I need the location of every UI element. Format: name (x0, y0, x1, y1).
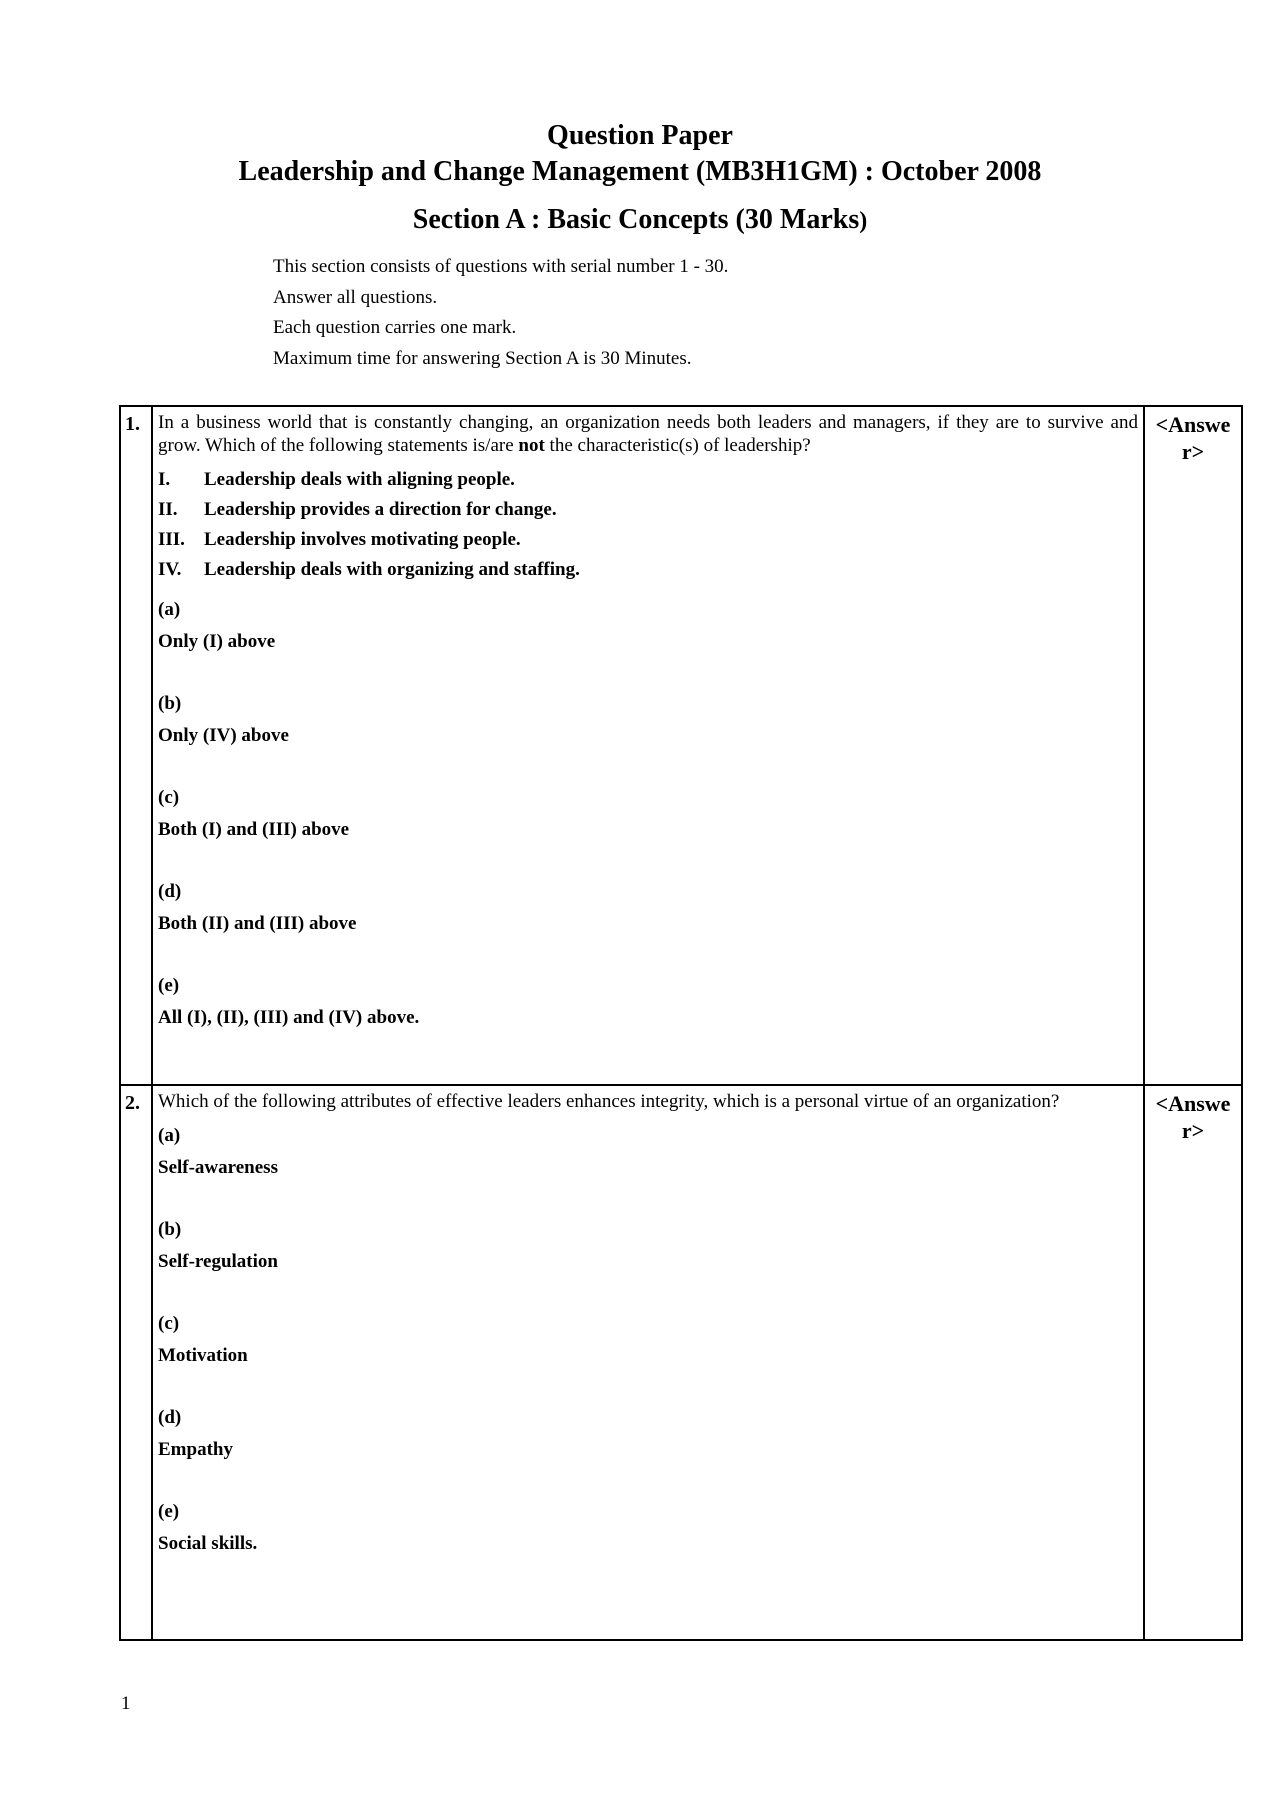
option-text: Both (II) and (III) above (158, 913, 357, 934)
answer-placeholder: <Answe (1155, 1091, 1231, 1116)
statement-item (158, 465, 1138, 495)
page-number: 1 (121, 1693, 131, 1714)
section-heading (0, 204, 1280, 236)
instruction-line: This section consists of questions with serial number 1 - 30. (273, 256, 729, 277)
statement-list (158, 465, 1138, 585)
section-heading-close: ) (859, 208, 868, 234)
option-text: Social skills. (158, 1533, 258, 1554)
instructions (273, 252, 728, 374)
question-text: Which of the following attributes of effective leaders enhances integrity, which is a personal virtue of an organization? (158, 1091, 1060, 1112)
question-body (152, 1085, 1144, 1640)
option-label: (d) (158, 881, 182, 902)
option-label: (a) (158, 1125, 181, 1146)
answer-cell (1144, 1085, 1242, 1640)
instruction-line: Maximum time for answering Section A is 30 Minutes. (273, 347, 692, 369)
question-number: 2. (120, 1085, 152, 1640)
option-label: (a) (158, 599, 181, 620)
option-text: All (I), (II), (III) and (IV) above. (158, 1007, 420, 1028)
statement-text: Leadership deals with aligning people. (204, 469, 515, 490)
option-text: Only (I) above (158, 631, 276, 652)
paper-subtitle: Leadership and Change Management (MB3H1GM) : October 2008 (238, 156, 1042, 187)
statement-item (158, 495, 1138, 525)
option-label: (d) (158, 1407, 182, 1428)
answer-placeholder: <Answe (1155, 412, 1231, 437)
statement-numeral: I. (158, 469, 171, 490)
option-text: Only (IV) above (158, 725, 289, 746)
question-number: 1. (120, 406, 152, 1085)
question-body (152, 406, 1144, 1085)
option-label: (c) (158, 787, 180, 808)
option-label: (e) (158, 1501, 180, 1522)
answer-cell (1144, 406, 1242, 1085)
instruction-line: Answer all questions. (273, 286, 438, 308)
option-text: Self-regulation (158, 1251, 278, 1272)
question-row-1 (120, 406, 1242, 1085)
statement-item (158, 555, 1138, 585)
statement-numeral: III. (158, 529, 185, 550)
section-heading-main: Section A : Basic Concepts (30 Marks (412, 204, 860, 235)
statement-numeral: IV. (158, 559, 182, 580)
answer-placeholder: r> (1181, 439, 1205, 464)
option-text: Both (I) and (III) above (158, 819, 350, 840)
question-text-part: the characteristic(s) of leadership? (544, 435, 811, 456)
statement-item (158, 525, 1138, 555)
statement-text: Leadership deals with organizing and staffing. (204, 559, 580, 580)
option-label: (e) (158, 975, 180, 996)
statement-text: Leadership involves motivating people. (204, 529, 521, 550)
option-text: Self-awareness (158, 1157, 278, 1178)
option-text: Motivation (158, 1345, 248, 1366)
question-text-emphasis: not (518, 435, 545, 456)
option-text: Empathy (158, 1439, 233, 1460)
question-text-part: In a business world that is constantly changing, an organization needs both leaders and managers, if they are to survive and grow. Which of the following statements is/are (158, 412, 1138, 456)
instruction-line: Each question carries one mark. (273, 317, 517, 338)
answer-placeholder: r> (1181, 1118, 1205, 1143)
statement-text: Leadership provides a direction for change. (204, 499, 557, 520)
questions-table (119, 405, 1243, 1641)
statement-numeral: II. (158, 499, 178, 520)
option-label: (b) (158, 693, 182, 714)
paper-title: Question Paper (547, 120, 733, 151)
option-label: (b) (158, 1219, 182, 1240)
question-row-2 (120, 1085, 1242, 1640)
question-text (158, 411, 1138, 457)
option-label: (c) (158, 1313, 180, 1334)
